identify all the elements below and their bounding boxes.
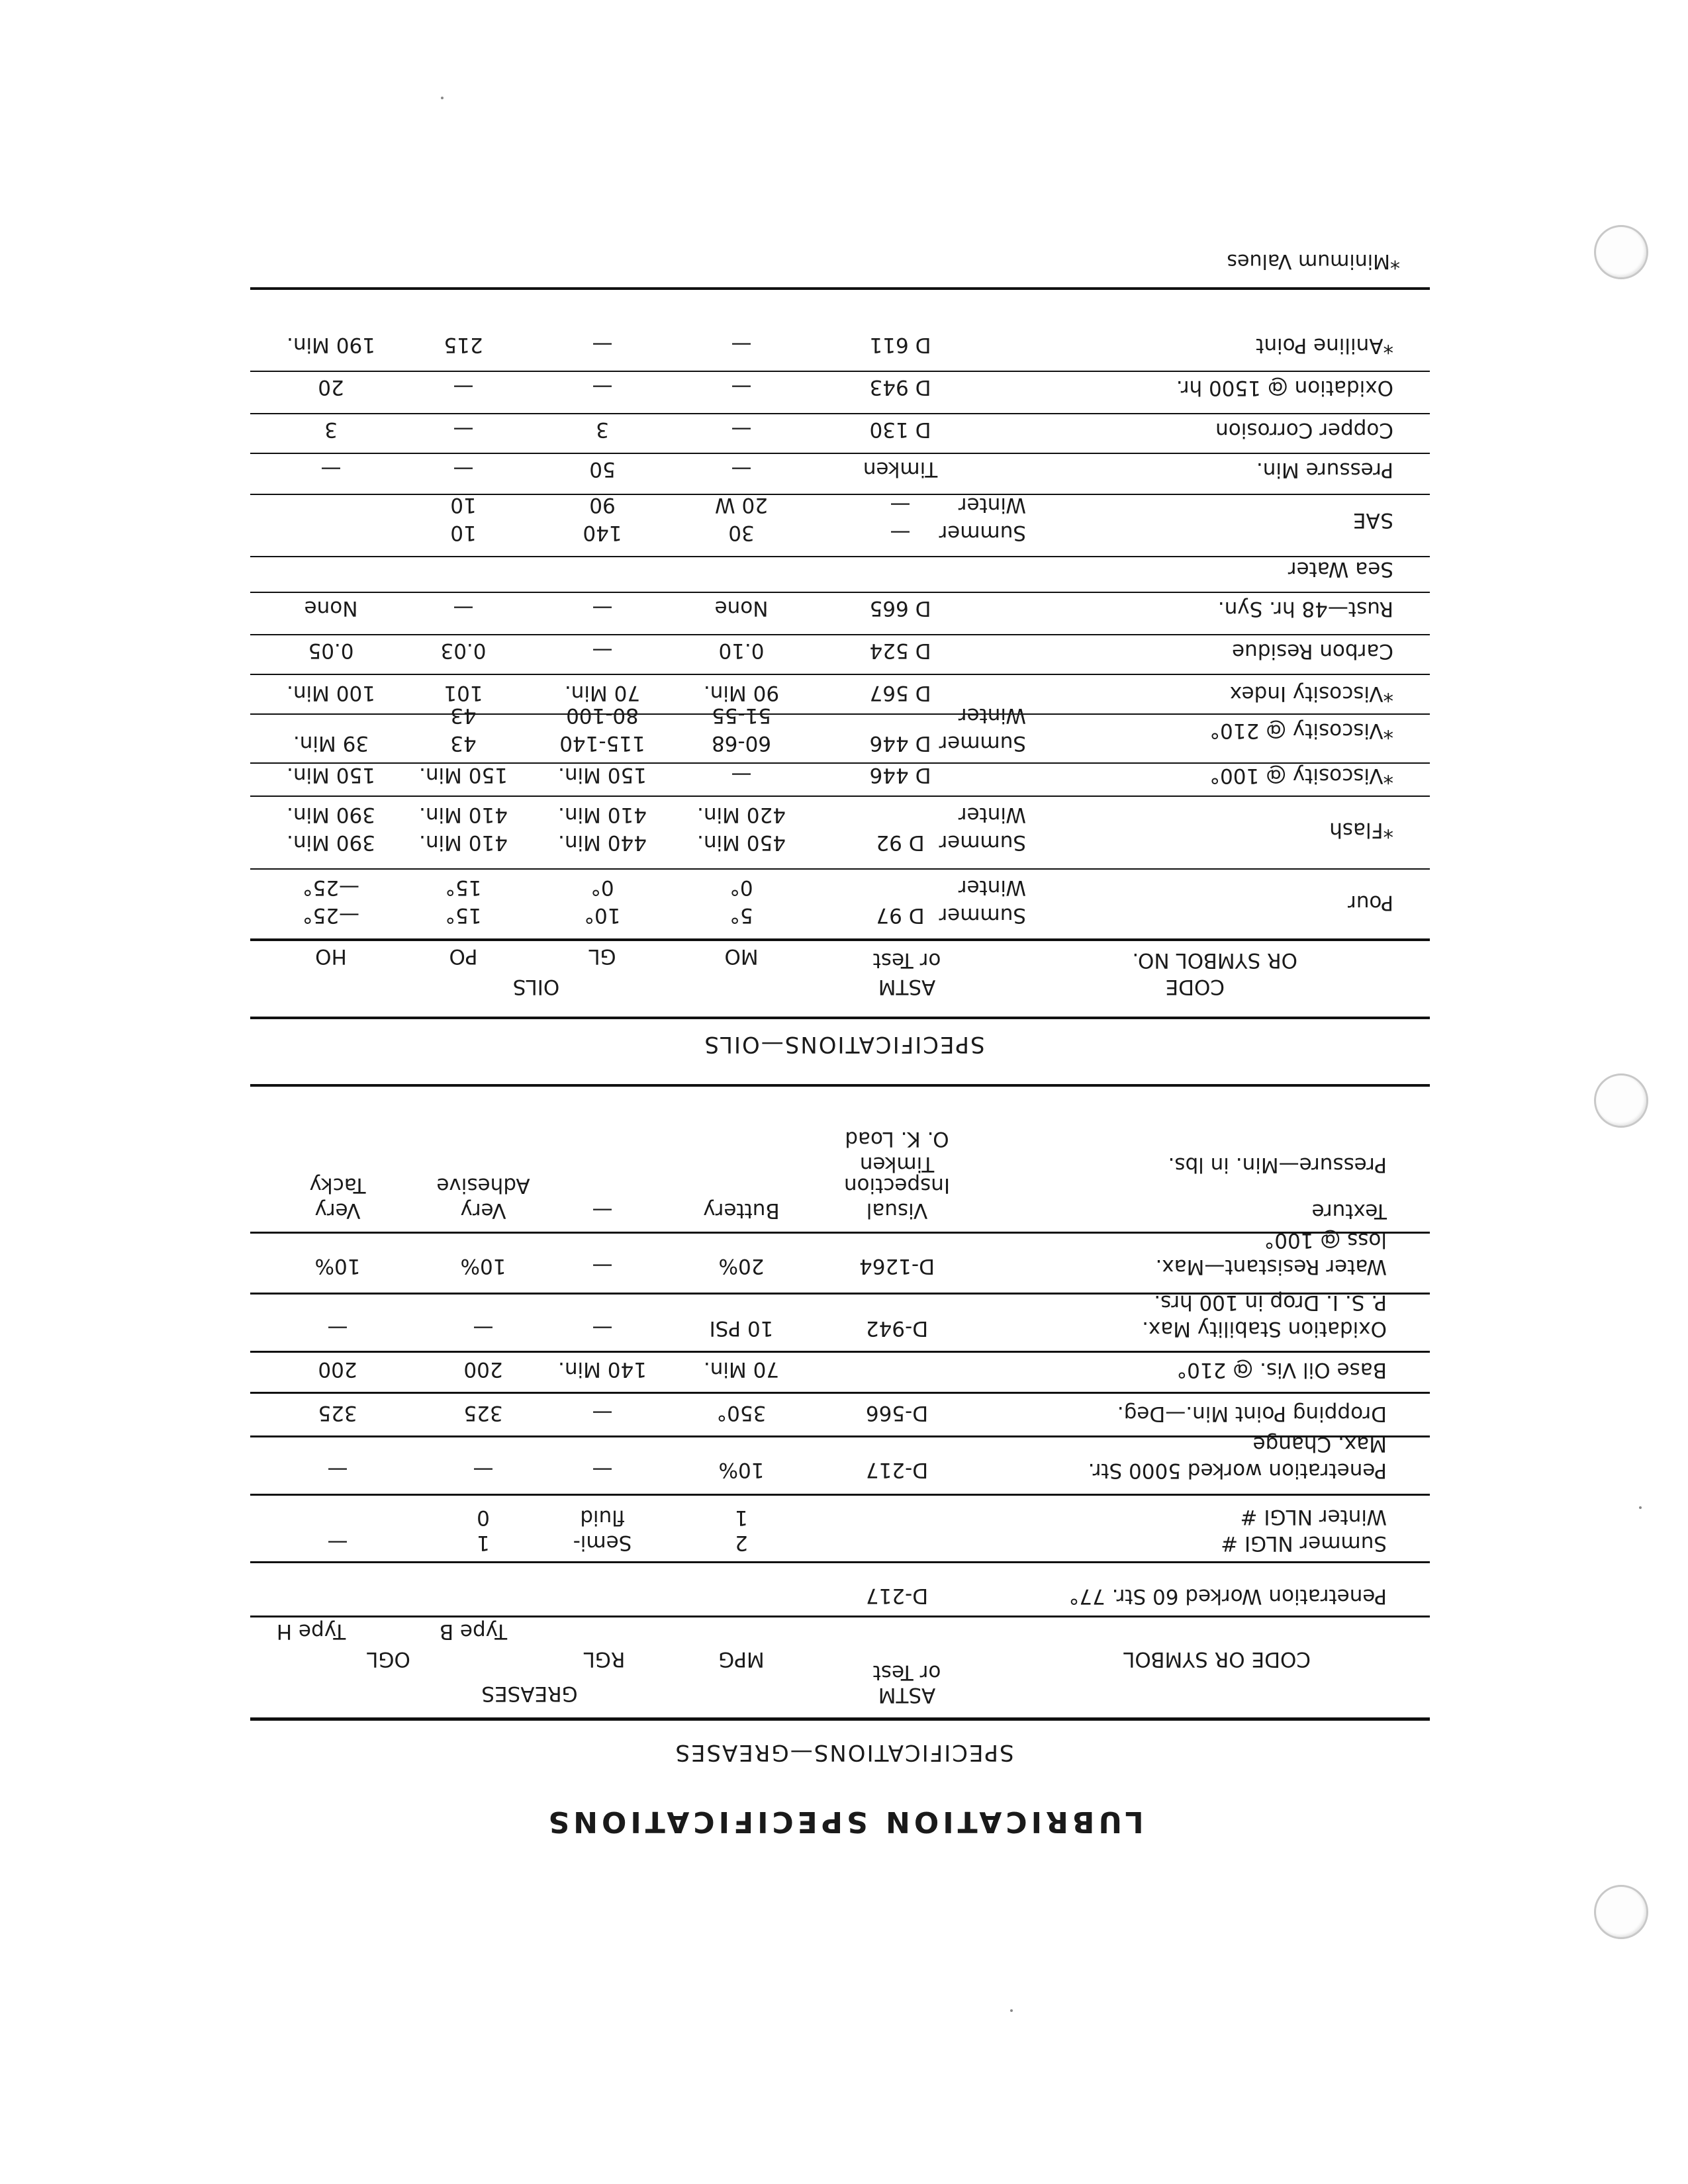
greases-cell-mpg: 10 PSI	[709, 1316, 774, 1340]
oils-header-mo: MO	[724, 944, 759, 968]
greases-cell-ogl-h: 325	[318, 1401, 357, 1425]
oils-row-label: Pour	[1348, 891, 1393, 915]
oils-cell-mo: —	[731, 375, 752, 399]
greases-cell-astm: D-217	[865, 1458, 929, 1482]
oils-cell-ho: 190 Min.	[287, 333, 375, 357]
oils-cell-gl: 0°	[590, 876, 614, 899]
greases-row-label: Dropping Point Min.—Deg.	[1117, 1402, 1387, 1426]
oils-section-title: SPECIFICATIONS—OILS	[703, 1031, 985, 1058]
oils-cell-astm: D 97	[876, 903, 925, 927]
oils-cell-mo: —	[731, 457, 752, 481]
oils-cell-mo: 30	[728, 521, 755, 545]
greases-cell-rgl: Semi-	[573, 1531, 632, 1555]
oils-cell-ho: —	[320, 457, 342, 481]
oils-cell-season: Summer	[939, 521, 1026, 545]
punch-hole	[1594, 225, 1648, 279]
oils-cell-astm: D 943	[869, 375, 931, 399]
greases-cell-ogl-h: —	[327, 1458, 348, 1482]
oils-cell-po: 43	[450, 731, 477, 755]
greases-cell-ogl-h: Tacky	[309, 1173, 366, 1197]
greases-cell-astm: D-217	[865, 1584, 929, 1608]
greases-cell-rgl: 140 Min.	[558, 1357, 647, 1381]
greases-cell-rgl: —	[592, 1401, 613, 1425]
greases-cell-ogl-b: 325	[463, 1401, 503, 1425]
oils-cell-gl: 10°	[584, 903, 621, 927]
greases-cell-mpg: 350°	[716, 1401, 767, 1425]
oils-row-rule	[250, 674, 1430, 675]
oils-cell-po: 15°	[445, 876, 482, 899]
oils-cell-season: Winter	[958, 803, 1026, 827]
oils-cell-astm: D 446	[869, 731, 931, 755]
oils-cell-mo: 20 W	[715, 493, 768, 517]
greases-cell-astm: Timken	[859, 1152, 935, 1176]
greases-row-rule	[250, 1392, 1430, 1394]
oils-cell-ho: 390 Min.	[287, 831, 375, 854]
oils-cell-mo: —	[731, 333, 752, 357]
oils-cell-po: 10	[450, 493, 477, 517]
greases-cell-mpg: 2	[735, 1531, 748, 1555]
oils-header-code: CODE	[1165, 975, 1225, 999]
oils-cell-season: Winter	[958, 876, 1026, 899]
oils-cell-ho: 0.05	[308, 639, 354, 662]
oils-header-group: OILS	[512, 975, 560, 999]
oils-cell-gl: 115-140	[559, 731, 645, 755]
greases-row-rule	[250, 1351, 1430, 1353]
greases-cell-mpg: 20%	[718, 1254, 765, 1278]
oils-cell-mo: —	[731, 418, 752, 441]
oils-cell-po: 15°	[445, 903, 482, 927]
oils-cell-mo: 0°	[729, 876, 753, 899]
greases-header-type-h: Type H	[276, 1619, 346, 1643]
oils-cell-po: —	[453, 457, 474, 481]
oils-cell-ho: 100 Min.	[287, 681, 375, 705]
oils-cell-astm: —	[890, 493, 911, 517]
greases-row-label: P. S. I. Drop in 100 hrs.	[1154, 1291, 1387, 1314]
greases-cell-mpg: 10%	[718, 1458, 765, 1482]
greases-row-rule	[250, 1232, 1430, 1234]
oils-cell-season: Summer	[939, 731, 1026, 755]
greases-row-label: Oxidation Stability Max.	[1142, 1317, 1387, 1341]
greases-cell-mpg: 1	[735, 1506, 748, 1529]
oils-header-rule	[250, 1017, 1430, 1019]
greases-cell-ogl-h: —	[327, 1316, 348, 1340]
greases-cell-ogl-h: 200	[318, 1357, 357, 1381]
oils-row-rule	[250, 713, 1430, 715]
greases-cell-ogl-b: —	[473, 1316, 494, 1340]
oils-cell-po: 101	[444, 681, 483, 705]
page-title: LUBRICATION SPECIFICATIONS	[544, 1805, 1144, 1839]
oils-cell-gl: 440 Min.	[558, 831, 647, 854]
oils-row-label: *Flash	[1329, 818, 1393, 842]
greases-header-ogl: OGL	[367, 1647, 410, 1671]
oils-row-rule	[250, 634, 1430, 635]
greases-cell-ogl-b: 0	[477, 1506, 490, 1529]
oils-header-code-sub: OR SYMBOL NO.	[1132, 948, 1297, 972]
greases-header-mpg: MPG	[718, 1647, 765, 1671]
oils-row-rule	[250, 371, 1430, 372]
greases-row-label: Texture	[1311, 1199, 1387, 1223]
oils-cell-mo: 90 Min.	[703, 681, 780, 705]
oils-cell-po: —	[453, 418, 474, 441]
oils-cell-astm: Timken	[863, 457, 938, 481]
oils-cell-mo: 450 Min.	[697, 831, 786, 854]
scan-speck	[1639, 1506, 1642, 1509]
greases-header-astm: ASTM	[878, 1683, 936, 1707]
greases-row-rule	[250, 1615, 1430, 1617]
oils-row-label: *Aniline Point	[1256, 334, 1393, 357]
greases-row-label: Pressure—Min. in lbs.	[1168, 1153, 1387, 1177]
greases-row-label: Penetration Worked 60 Str. 77°	[1068, 1584, 1387, 1608]
oils-cell-po: 410 Min.	[419, 831, 508, 854]
greases-header-astm-sub: or Test	[872, 1661, 941, 1684]
oils-row-label: *Viscosity @ 100°	[1209, 764, 1393, 788]
oils-cell-gl: 50	[589, 457, 616, 481]
oils-cell-astm: D 446	[869, 763, 931, 787]
greases-row-rule	[250, 1494, 1430, 1496]
greases-cell-astm: Visual	[866, 1199, 928, 1222]
oils-cell-season: Winter	[958, 493, 1026, 517]
greases-header-code: CODE OR SYMBOL	[1123, 1647, 1311, 1671]
oils-cell-astm: D 524	[869, 639, 931, 662]
greases-cell-ogl-b: —	[473, 1458, 494, 1482]
oils-row-label: SAE	[1352, 508, 1393, 532]
oils-header-gl: GL	[588, 944, 616, 968]
oils-header-ho: HO	[315, 944, 347, 968]
oils-cell-mo: None	[714, 596, 769, 620]
greases-cell-ogl-b: Adhesive	[436, 1173, 530, 1197]
oils-cell-season: Winter	[958, 704, 1026, 727]
oils-row-label: Oxidation @ 1500 hr.	[1176, 376, 1393, 400]
greases-cell-astm: D-1264	[859, 1254, 935, 1278]
oils-cell-mo: —	[731, 763, 752, 787]
oils-cell-ho: —25°	[303, 876, 359, 899]
oils-row-rule	[250, 592, 1430, 593]
footnote: *Minimum Values	[1227, 250, 1400, 273]
greases-row-label: Base Oil Vis. @ 210°	[1176, 1358, 1387, 1382]
greases-cell-rgl: fluid	[580, 1506, 625, 1529]
oils-cell-gl: —	[592, 333, 613, 357]
oils-header-bottom-rule	[250, 938, 1430, 941]
punch-hole	[1594, 1073, 1648, 1128]
greases-cell-ogl-b: 10%	[460, 1254, 506, 1278]
greases-row-label: loss @ 100°	[1264, 1228, 1387, 1252]
oils-cell-po: 215	[444, 333, 483, 357]
greases-cell-astm: O. K. Load	[845, 1127, 949, 1151]
scan-speck	[441, 97, 444, 99]
oils-cell-gl: 150 Min.	[558, 763, 647, 787]
oils-cell-gl: —	[592, 596, 613, 620]
oils-cell-gl: 90	[589, 493, 616, 517]
greases-cell-rgl: —	[592, 1316, 613, 1340]
oils-cell-ho: 390 Min.	[287, 803, 375, 827]
greases-row-label: Water Resistant—Max.	[1155, 1255, 1387, 1279]
oils-cell-ho: 39 Min.	[293, 731, 369, 755]
oils-bottom-rule	[250, 287, 1430, 290]
oils-row-label: *Viscosity @ 210°	[1209, 719, 1393, 743]
oils-cell-astm: D 92	[876, 831, 925, 854]
oils-row-label: Sea Water	[1288, 557, 1393, 581]
oils-cell-astm: D 130	[869, 418, 931, 441]
greases-cell-mpg: Buttery	[703, 1199, 780, 1222]
greases-cell-rgl: —	[592, 1458, 613, 1482]
greases-top-rule	[250, 1717, 1430, 1721]
greases-header-type-b: Type B	[439, 1619, 508, 1643]
greases-row-label: Max. Change	[1252, 1432, 1387, 1456]
oils-cell-gl: —	[592, 639, 613, 662]
oils-row-rule	[250, 453, 1430, 454]
oils-cell-ho: 20	[318, 375, 344, 399]
greases-row-label: Summer NLGI #	[1221, 1531, 1387, 1555]
oils-cell-po: 410 Min.	[419, 803, 508, 827]
oils-cell-mo: 420 Min.	[697, 803, 786, 827]
greases-cell-ogl-h: 10%	[314, 1254, 361, 1278]
oils-row-label: Copper Corrosion	[1215, 418, 1393, 442]
greases-cell-mpg: 70 Min.	[703, 1357, 780, 1381]
oils-cell-po: 0.03	[440, 639, 487, 662]
oils-cell-astm: D 665	[869, 596, 931, 620]
scan-speck	[1010, 2009, 1013, 2012]
greases-cell-ogl-b: 1	[477, 1531, 490, 1555]
oils-cell-po: 43	[450, 704, 477, 727]
oils-top-rule	[250, 1084, 1430, 1087]
greases-cell-astm: D-566	[865, 1401, 929, 1425]
oils-cell-po: 10	[450, 521, 477, 545]
oils-cell-season: Summer	[939, 903, 1026, 927]
greases-section-title: SPECIFICATIONS—GREASES	[674, 1739, 1014, 1766]
oils-cell-astm: —	[890, 521, 911, 545]
oils-row-label: Carbon Residue	[1232, 639, 1393, 663]
greases-header-group: GREASES	[481, 1682, 578, 1706]
greases-row-label: Penetration worked 5000 Str.	[1088, 1459, 1387, 1482]
greases-cell-astm: Inspection	[843, 1173, 951, 1197]
oils-cell-gl: —	[592, 375, 613, 399]
oils-row-label: Pressure Min.	[1256, 458, 1393, 482]
greases-cell-astm: D-942	[865, 1316, 929, 1340]
oils-cell-ho: 150 Min.	[287, 763, 375, 787]
oils-header-astm-sub: or Test	[872, 948, 941, 972]
oils-cell-gl: 140	[583, 521, 622, 545]
greases-cell-rgl: —	[592, 1199, 613, 1222]
oils-cell-gl: 410 Min.	[558, 803, 647, 827]
oils-cell-po: —	[453, 375, 474, 399]
oils-cell-season: Summer	[939, 831, 1026, 854]
oils-cell-gl: 70 Min.	[564, 681, 641, 705]
oils-cell-ho: —25°	[303, 903, 359, 927]
oils-row-rule	[250, 556, 1430, 557]
greases-cell-ogl-h: —	[327, 1531, 348, 1555]
greases-cell-ogl-h: Very	[314, 1199, 361, 1222]
oils-cell-mo: 60-68	[711, 731, 772, 755]
greases-cell-ogl-b: Very	[460, 1199, 506, 1222]
oils-cell-ho: None	[304, 596, 358, 620]
punch-hole	[1594, 1885, 1648, 1939]
greases-cell-rgl: —	[592, 1254, 613, 1278]
oils-row-rule	[250, 413, 1430, 414]
oils-cell-astm: D 611	[869, 333, 931, 357]
oils-cell-gl: 80-100	[566, 704, 639, 727]
oils-cell-po: —	[453, 596, 474, 620]
greases-cell-ogl-b: 200	[463, 1357, 503, 1381]
greases-row-label: Winter NLGI #	[1240, 1505, 1387, 1529]
oils-cell-astm: D 567	[869, 681, 931, 705]
oils-cell-mo: 5°	[729, 903, 753, 927]
oils-cell-gl: 3	[596, 418, 609, 441]
oils-cell-po: 150 Min.	[419, 763, 508, 787]
oils-row-label: Rust—48 hr. Syn.	[1217, 597, 1393, 621]
oils-cell-mo: 0.10	[718, 639, 765, 662]
oils-row-rule	[250, 494, 1430, 495]
greases-row-rule	[250, 1561, 1430, 1563]
oils-header-astm: ASTM	[878, 975, 936, 999]
oils-cell-mo: 51-55	[711, 704, 772, 727]
oils-header-po: PO	[449, 944, 478, 968]
oils-cell-ho: 3	[324, 418, 338, 441]
oils-row-rule	[250, 796, 1430, 797]
greases-header-rgl: RGL	[583, 1647, 626, 1671]
oils-row-label: *Viscosity Index	[1229, 682, 1393, 705]
oils-row-rule	[250, 868, 1430, 870]
